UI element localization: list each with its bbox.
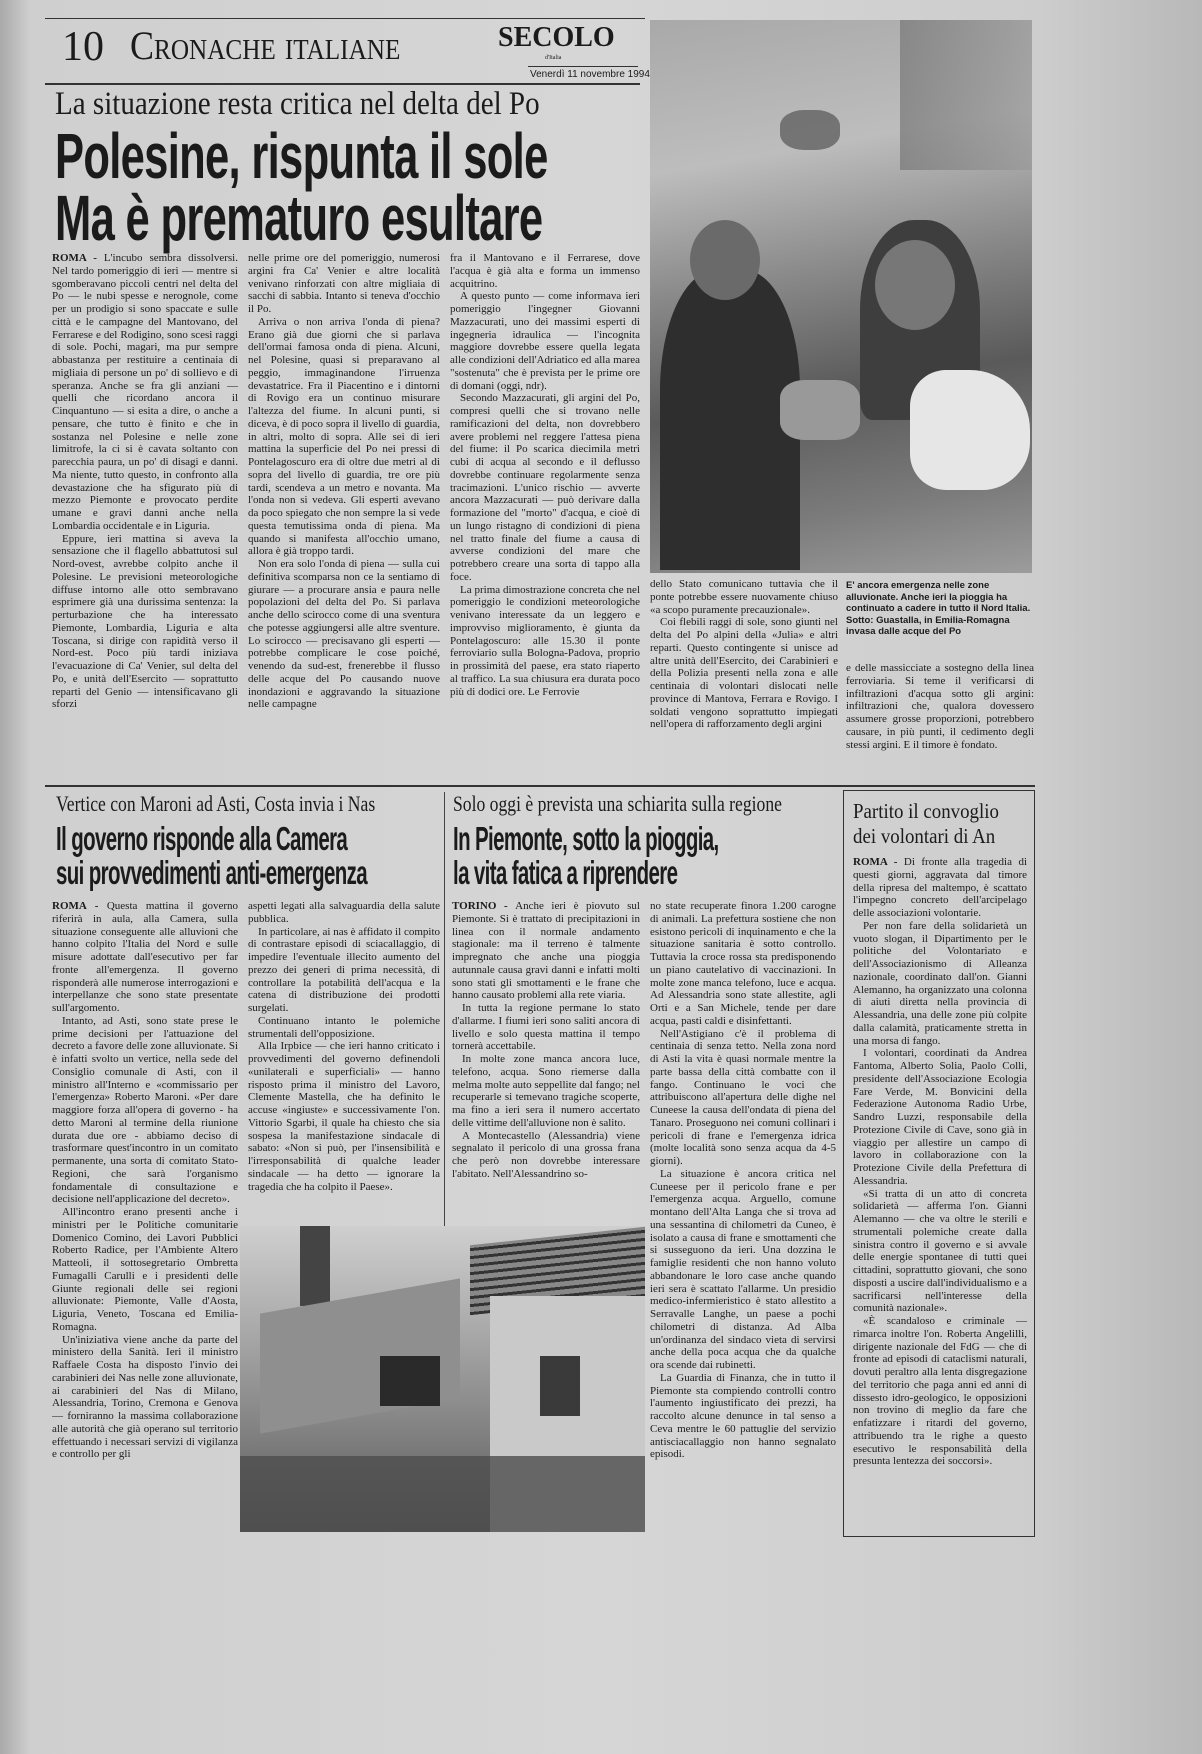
dateline: ROMA - xyxy=(853,856,904,868)
paragraph: TORINO - Anche ieri è piovuto sul Piemonte. Si è trattato di precipitazioni in linea con il normale andamento stagionale: ma il terreno è talmente impregnato che anche una pioggia autunnale causa gravi danni e infatti molti sono stati gli smottamenti e le frane che hanno causato problemi alla rete viaria. xyxy=(452,900,640,1002)
paragraph: La situazione è ancora critica nel Cuneese per il pericolo frane e per l'emergenza acqua. Arguello, comune montano dell'Alta Langa che si trova ad una sessantina di chilometri da Cuneo, è isolato a causa di frane e smottamenti che si susseguono da ieri. Una dozzina le famiglie residenti che non hanno voluto abbandonare le loro case anche quando ieri sera è scattato l'allarme. Un presidio medico-infermieristico è stato allestito a Serravalle Langhe, un paese a pochi chilometri di distanza. Ad Alba un'ordinanza del sindaco vieta di servirsi anche della poca acqua che da qualche ora scende dai rubinetti. xyxy=(650,1167,836,1371)
paragraph: A Montecastello (Alessandria) viene segnalato il pericolo di una grossa frana che però non dovrebbe interessare l'abitato. Nell'Alessandrino so- xyxy=(452,1129,640,1180)
flood-rescue-photo xyxy=(650,20,1032,573)
main-headline-line1: Polesine, rispunta il sole xyxy=(55,120,548,192)
section-title: Cronache italiane xyxy=(130,23,401,68)
paragraph: Un'iniziativa viene anche da parte del ministero della Sanità. Ieri il ministro Raffaele Costa ha disposto l'invio dei carabinieri dei Nas nelle zone alluvionate, ai carabinieri del Nas di Milano, Alessandria, Torino, Cremona e Genova — forniranno la massima collaborazione alle autorità che già operano sul territorio effettuando i necessari servizi di vigilanza e controllo per gli xyxy=(52,1333,238,1461)
newspaper-logo: SECOLO xyxy=(498,22,615,53)
paragraph: fra il Mantovano e il Ferrarese, dove l'acqua è già alta e forma un immenso acquitrino. xyxy=(450,252,640,290)
paragraph: A questo punto — come informava ieri pomeriggio l'ingegner Giovanni Mazzacurati, uno dei massimi esperti di ingegneria idraulica — l'incognita maggiore dovrebbe essere quella legata alle condizioni dell'Adriatico ed alla marea "sostenuta" che è prevista per le prime ore di domani (oggi, ndr). xyxy=(450,290,640,392)
volunteers-headline-line2: dei volontari di An xyxy=(853,824,996,848)
paragraph: «Si tratta di un atto di concreta solidarietà — afferma l'on. Gianni Alemanno — che va oltre le sterili e strumentali polemiche create dalla sinistra contro il governo e si avvale delle energie spontanee di tutti quei cittadini, soprattutto giovani, che sono disposti a uscire dall'individualismo e a sacrificarsi nell'interesse della comunità nazionale». xyxy=(853,1187,1027,1315)
main-story-column-5 xyxy=(846,662,1034,778)
piemonte-story-column-1 xyxy=(452,900,640,1222)
government-headline-line1: Il governo risponde alla Camera xyxy=(56,820,348,857)
main-story-column-2 xyxy=(248,252,440,778)
column-divider xyxy=(444,792,445,1232)
dateline: ROMA - xyxy=(52,900,107,912)
photo-caption: E' ancora emergenza nelle zone alluvionate. Anche ieri la pioggia ha continuato a cadere in tutto il Nord Italia. Sotto: Guastalla, in Emilia-Romagna invasa dalle acque del Po xyxy=(846,580,1031,637)
government-headline-line2: sui provvedimenti anti-emergenza xyxy=(56,854,368,891)
paragraph: nelle prime ore del pomeriggio, numerosi argini fra Ca' Venier e altre località venivano rinforzati con altre migliaia di sacchi di sabbia. Intanto si teneva d'occhio il Po. xyxy=(248,252,440,315)
paragraph: Alla Irpbice — che ieri hanno criticato i provvedimenti del governo definendoli «unilaterali e superficiali» — hanno risposto prima il ministro del Lavoro, Clemente Mastella, che ha definito le accuse «ingiuste» e successivamente l'on. Vittorio Sgarbi, il quale ha chiesto che sia sospesa la manifestazione sindacale di sabato: «Non si può, per l'insensibilità e l'irresponsabilità di qualche leader sindacale — ha detto — ignorare la tragedia che ha colpito il Paese». xyxy=(248,1040,440,1193)
paragraph: Coi flebili raggi di sole, sono giunti nel delta del Po alpini della «Julia» e altri reparti. Questo contingente si unisce ad altre unità dell'Esercito, dei Carabinieri e della Polizia presenti nella zona e alle centinaia di volontari dislocati nelle province di Mantova, Ferrara e Rovigo. I soldati vengono soprattutto impiegati nell'opera di rafforzamento degli argini xyxy=(650,616,838,731)
dateline: ROMA - xyxy=(52,252,104,264)
piemonte-headline-line1: In Piemonte, sotto la pioggia, xyxy=(453,820,719,857)
piemonte-story-column-2 xyxy=(650,900,836,1536)
paragraph: no state recuperate finora 1.200 carogne di animali. La prefettura sostiene che non esistono pericoli di inquinamento e che la situazione sanitaria è sotto controllo. Tuttavia la croce rossa sta predisponendo un piano cautelativo di vaccinazioni. In molte zone manca telefono, luce e acqua. Ad Alessandria sono state allestite, agli Orti e a San Michele, tende per dare acqua, pasti caldi e disinfettanti. xyxy=(650,900,836,1027)
piemonte-story-kicker: Solo oggi è prevista una schiarita sulla regione xyxy=(453,791,782,816)
date-rule xyxy=(528,66,638,67)
masthead-rule xyxy=(45,83,640,85)
paragraph: La Guardia di Finanza, che in tutto il Piemonte sta compiendo controlli contro l'aumento ingiustificato dei prezzi, ha raccolto alcune denunce in tal senso a Ceva mentre le 60 pattuglie del servizio antisciacallaggio non hanno segnalato episodi. xyxy=(650,1371,836,1461)
volunteers-headline xyxy=(853,799,999,849)
paragraph: aspetti legati alla salvaguardia della salute pubblica. xyxy=(248,900,440,925)
issue-date: Venerdì 11 novembre 1994 xyxy=(530,69,650,80)
main-story-column-4 xyxy=(650,578,838,778)
page-number: 10 xyxy=(62,24,104,70)
volunteers-body xyxy=(853,856,1027,1532)
paragraph: ROMA - Questa mattina il governo riferirà in aula, alla Camera, sulla situazione conseguente alle alluvioni che hanno colpito l'Italia del Nord e sulle misure adottate dall'esecutivo per far fronte all'emergenza. Il governo risponderà alle numerose interrogazioni e interpellanze che sono state presentate sull'argomento. xyxy=(52,900,238,1014)
main-story-kicker: La situazione resta critica nel delta del Po xyxy=(55,86,540,122)
paragraph: dello Stato comunicano tuttavia che il ponte potrebbe essere nuovamente chiuso «a scopo puramente precauzionale». xyxy=(650,578,838,616)
paragraph: Per non fare della solidarietà un vuoto slogan, il Dipartimento per le politiche del Volontariato e dell'Associazionismo di Alleanza nazionale, coordinato dall'on. Gianni Alemanno, ha organizzato una colonna di aiuti diretta nella provincia di Alessandria, una delle zone più colpite dalla calamità, praticamente stretta in una morsa di fango. xyxy=(853,919,1027,1047)
paragraph: ROMA - Di fronte alla tragedia di questi giorni, aggravata dal timore della ripresa del maltempo, è scattato l'impegno concreto dell'arcipelago delle associazioni volontarie. xyxy=(853,856,1027,919)
government-story-column-2 xyxy=(248,900,440,1220)
paragraph: Continuano intanto le polemiche strumentali dell'opposizione. xyxy=(248,1014,440,1040)
paragraph: In tutta la regione permane lo stato d'allarme. I fiumi ieri sono saliti ancora di livello e solo questa mattina il tempo tornerà accettabile. xyxy=(452,1002,640,1053)
paragraph: All'incontro erano presenti anche i ministri per le Politiche comunitarie Domenico Comino, dei Lavori Pubblici Roberto Radice, per l'Ambiente Altero Matteoli, il sottosegretario Ombretta Fumagalli Carulli e i presidenti delle Giunte regionali delle sei regioni alluvionate: Piemonte, Valle d'Aosta, Liguria, Veneto, Toscana ed Emilia-Romagna. xyxy=(52,1206,238,1333)
paragraph: Nell'Astigiano c'è il problema di centinaia di senza tetto. Nella zona nord di Asti la vita è quasi normale mentre la parte bassa della città combatte con il fango. Continuano le voci che attribuiscono all'apertura delle dighe nel Cuneese la causa dell'ondata di piena del Tanaro. Proseguono nei comuni collinari i pericoli di frane e l'emergenza idrica (molte località sono senza acqua da 4-5 giorni). xyxy=(650,1027,836,1167)
paragraph: ROMA - L'incubo sembra dissolversi. Nel tardo pomeriggio di ieri — mentre si sgomberavano piccoli centri nel delta del Po — le nubi spesse e nerognole, come per un prodigio si sono spaccate e sulle città e le campagne del Mantovano, del Ferrarese e del Rodigino, sono scesi raggi di sole. Pochi, magari, ma pur sempre abbastanza per restituire a centinaia di migliaia di persone un po' di sollievo e di speranza. Anche se fra gli anziani — quelli che ricordano ancora il Cinquantuno — si esita a dire, o anche a pensare, che tutto è finito e che in sostanza nel Polesine e nelle zone limitrofe, la ci si è cavata soltanto con parecchia paura, un po' di disagi e danni. Ma niente, tutto questo, in confronto alla devastazione che ha sfigurato più di mezzo Piemonte e provocato perdite umane e gravi danni anche nella Lombardia occidentale e in Liguria. xyxy=(52,252,238,532)
volunteers-headline-line1: Partito il convoglio xyxy=(853,799,999,823)
guastalla-flood-photo xyxy=(240,1226,645,1532)
newspaper-logo-sub: d'Italia xyxy=(545,55,562,61)
main-story-column-3 xyxy=(450,252,640,778)
paragraph: In molte zone manca ancora luce, telefono, acqua. Sono riemerse dalla melma molte auto seppellite dal fango; nel recuperarle si temevano tragiche scoperte, ma fino a ieri sera il numero accertato delle vittime dell'alluvione non è salito. xyxy=(452,1053,640,1129)
paragraph: e delle massicciate a sostegno della linea ferroviaria. Si teme il verificarsi di infiltrazioni d'acqua sotto gli argini: infiltrazioni che, qualora dovessero assumere grosse proporzioni, potrebbero causare, in più punti, il cedimento degli stessi argini. E il timore è fondato. xyxy=(846,662,1034,751)
dateline: TORINO - xyxy=(452,900,516,912)
main-story-column-1 xyxy=(52,252,238,778)
government-story-column-1 xyxy=(52,900,238,1536)
paragraph: Non era solo l'onda di piena — sulla cui definitiva scomparsa non ce la sentiamo di giurare — a procurare ansia e paura nelle popolazioni del delta del Po. Si parlava anche dello scirocco come di una sventura che potesse aggiungersi alle altre sventure. Lo scirocco — precisavano gli esperti — potrebbe complicare le cose poiché, venendo da sud-est, frenerebbe il flusso delle acque del Po causando nuove inondazioni e aggravando la situazione nelle campagne xyxy=(248,558,440,711)
paragraph: «È scandaloso e criminale — rimarca inoltre l'on. Roberta Angelilli, dirigente nazionale del FdG — che di fronte ad episodi di cataclismi naturali, dovuti peraltro alla lenta disgregazione del territorio che paga anni ed anni di dissesto idro-geologico, le opposizioni non trovino di meglio da fare che enfatizzare i ritardi del governo, attribuendo tra le righe a questo esecutivo le responsabilità della presunta lentezza dei soccorsi». xyxy=(853,1315,1027,1468)
paragraph: Arriva o non arriva l'onda di piena? Erano già due giorni che si parlava dell'ormai famosa onda di piena. Alcuni, nel Polesine, quasi si preparavano al peggio, immaginandone l'irruenza devastatrice. Fra il Piacentino e i dintorni di Rovigo era un continuo misurare l'altezza del fiume. In alcuni punti, si diceva, è di poco sopra il livello di guardia, in altri, molto di sopra. Alle sei di ieri mattina la superficie del Po nei pressi di Pontelagoscuro era di oltre due metri al di sopra del livello di guardia, tre ore più tardi, scendeva a un metro e novanta. Ma l'onda non si vedeva. Gli esperti avevano da poco spiegato che non sempre la si vede questa temutissima onda di piena. Ma quando si manifesta all'occhio umano, allora è già troppo tardi. xyxy=(248,315,440,558)
volunteers-sidebar-box xyxy=(843,790,1035,1537)
piemonte-headline-line2: la vita fatica a riprendere xyxy=(453,854,678,891)
paragraph: La prima dimostrazione concreta che nel pomeriggio le condizioni meteorologiche venivano interessate da un leggero e improvviso miglioramento, è giunta da Pontelagoscuro: alle 15.30 il ponte ferroviario sulla Bologna-Padova, proprio in prossimità del paese, era stato riaperto al traffico. La sua chiusura era durata poco più di dodici ore. Le Ferrovie xyxy=(450,583,640,698)
paragraph: Intanto, ad Asti, sono state prese le prime decisioni per l'attuazione del decreto a favore delle zone alluvionate. Si è infatti svolto un vertice, nella sede del Consiglio comunale di Asti, con il ministro all'Interno e «commissario per l'emergenza» Roberto Maroni. «Per dare maggiore forza all'opera di governo - ha detto Maroni al termine della riunione durata due ore - abbiamo deciso di trasformare quest'incontro in un comitato permanente, una sorta di comitato Stato-Regioni, che sarà l'organismo fondamentale di consultazione e decisione nell'applicazione del decreto». xyxy=(52,1014,238,1206)
main-headline-line2: Ma è prematuro esultare xyxy=(55,182,543,254)
paragraph: In particolare, ai nas è affidato il compito di contrastare episodi di sciacallaggio, di impedire l'eventuale illecito aumento del prezzo dei generi di prima necessità, di controllare la potabilità dell'acqua e la catena di distribuzione dei prodotti surgelati. xyxy=(248,925,440,1014)
top-rule xyxy=(45,18,645,19)
section-divider xyxy=(45,785,1035,787)
paragraph: I volontari, coordinati da Andrea Fantoma, Alberto Solia, Paolo Colli, presidente dell'Associazione Ecologia Fare Verde, M. Bonvicini della Federazione Autonoma Radio Urbe, Sandro Luzzi, responsabile della Protezione Civile di Cave, sono già in viaggio per allestire un campo di lavoro in collaborazione con la Protezione Civile della Prefettura di Alessandria. xyxy=(853,1047,1027,1187)
government-story-kicker: Vertice con Maroni ad Asti, Costa invia i Nas xyxy=(56,791,376,816)
paragraph: Eppure, ieri mattina si aveva la sensazione che il flagello abbattutosi sul Nord-ovest, avrebbe colpito anche il Polesine. Le previsioni meteorologiche diffuse intorno alle otto sembravano esprimere già una durissima sentenza: la perturbazione che ha interessato Piemonte, Lombardia, Liguria e alta Toscana, si dirige con rapidità verso il Nord-est. Poco più tardi iniziava l'evacuazione di Ca' Venier, sul delta del Po, e unità dell'Esercito — soprattutto reparti del Genio — intensificavano gli sforzi xyxy=(52,532,238,711)
paragraph: Secondo Mazzacurati, gli argini del Po, compresi quelli che si trovano nelle ramificazioni del delta, non dovrebbero avere problemi nel reggere l'attesa piena del fiume: il Po scarica diecimila metri cubi di acqua al secondo e il deflusso dovrebbe continuare regolarmente senza tracimazioni. L'unico rischio — avverte ancora Mazzacurati — può derivare dalla formazione del "morto" d'acqua, e cioè di un lungo ristagno di condizioni di piena nel tratto finale del fiume a causa di avverse condizioni del mare che potrebbero creare una sorta di tappo alla foce. xyxy=(450,392,640,583)
